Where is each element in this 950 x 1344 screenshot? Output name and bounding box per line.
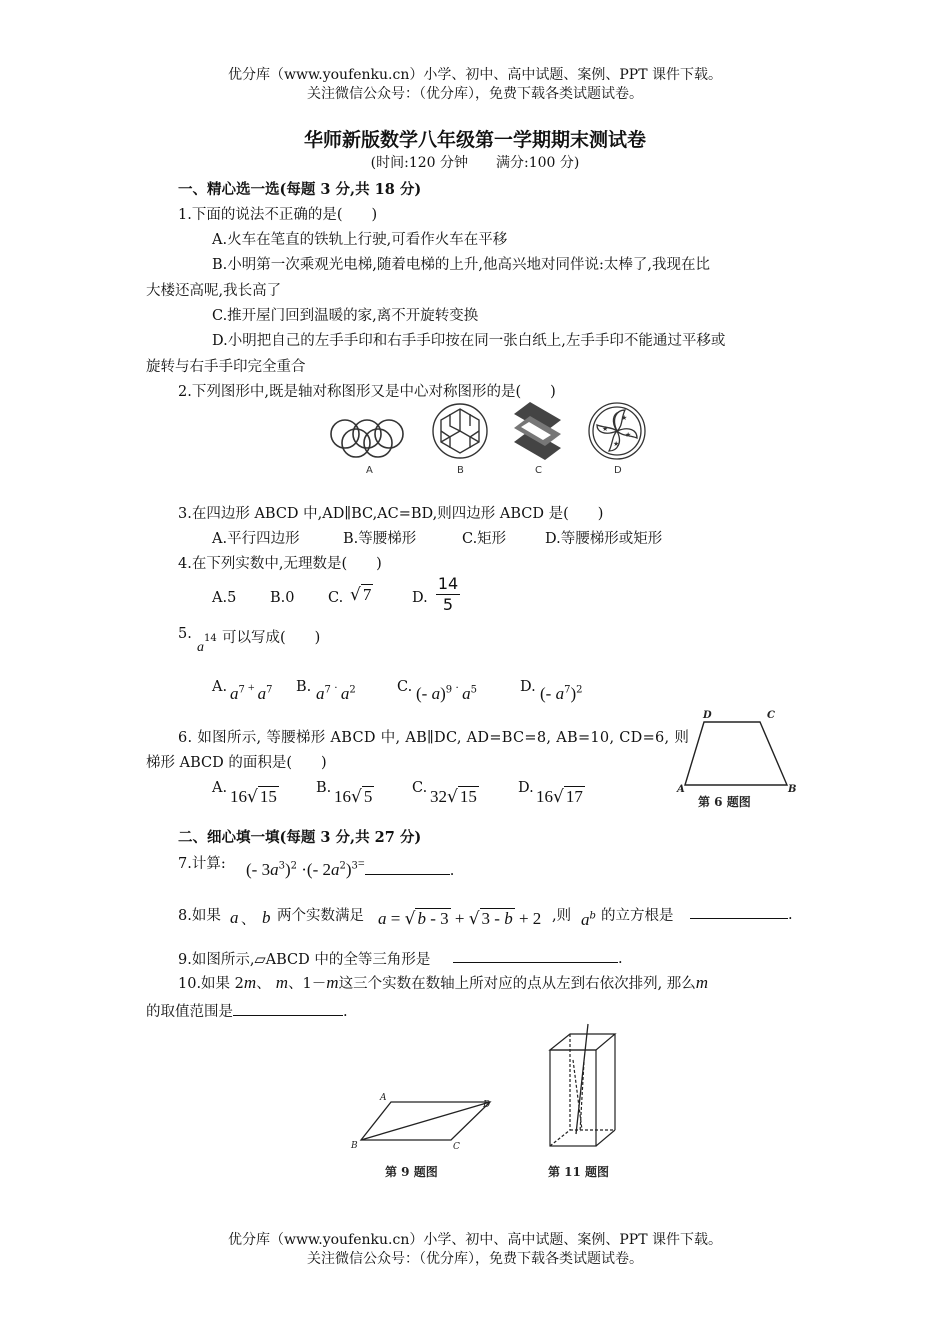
- exam-title: 华师新版数学八年级第一学期期末测试卷: [303, 129, 646, 151]
- q6-line1: 6. 如图所示, 等腰梯形 ABCD 中, AB∥DC, AD=BC=8, AB=10, CD=6, 则: [178, 730, 690, 746]
- q5-expr: [197, 632, 217, 656]
- q8-text-1: 8.如果: [178, 908, 221, 924]
- svg-text:★: ★: [625, 431, 632, 439]
- q7-stem: 7.计算:: [178, 856, 226, 872]
- q4-stem: 4.在下列实数中,无理数是( ): [178, 556, 382, 572]
- sqrt-sign: √: [350, 585, 361, 605]
- q4-option-a: A.5: [212, 590, 237, 606]
- section-2-heading: 二、细心填一填(每题 3 分,共 27 分): [178, 829, 422, 846]
- figure-11: [540, 1022, 630, 1182]
- q8-comma: 、: [241, 912, 256, 928]
- q2-stem: 2.下列图形中,既是轴对称图形又是中心对称图形的是( ): [178, 384, 556, 400]
- fig11-box: [550, 1024, 615, 1146]
- q2-figure-d-bauhinia-icon: [589, 403, 645, 459]
- q10-line1: 10.如果 2m、 m、1－m这三个实数在数轴上所对应的点从左到右依次排列, 那么m: [178, 973, 709, 992]
- fig9-label-a: A: [380, 1093, 387, 1103]
- q10-line2: 的取值范围是 .: [146, 1000, 348, 1021]
- q4-d-denominator: 5: [442, 595, 454, 614]
- q4-option-c-expr: [350, 584, 373, 605]
- q9-stem: 9.如图所示,▱ABCD 中的全等三角形是: [178, 952, 431, 968]
- q4-c-radicand: 7: [362, 585, 372, 604]
- fig9-label-d: D: [483, 1100, 491, 1110]
- q5-option-b-expr: $a^7$ · $a^2$: [316, 680, 356, 703]
- q8-text-2: 两个实数满足: [277, 908, 364, 924]
- q5-option-d-expr: (- $a^7)^2$: [540, 684, 583, 703]
- q6-line2: 梯形 ABCD 的面积是( ): [146, 755, 327, 771]
- q3-option-a: A.平行四边形: [212, 531, 300, 547]
- q8-power: $a^b$: [581, 910, 596, 929]
- q2-figure-b-star-icon: [433, 404, 487, 458]
- q1-option-c: C.推开屋门回到温暖的家,离不开旋转变换: [212, 308, 479, 324]
- q1-option-b-line1: B.小明第一次乘观光电梯,随着电梯的上升,他高兴地对同伴说:太棒了,我现在比: [212, 257, 710, 273]
- q3-stem: 3.在四边形 ABCD 中,AD∥BC,AC=BD,则四边形 ABCD 是( ): [178, 506, 604, 522]
- q6-option-a-label: A.: [212, 780, 228, 796]
- q4-option-d-label: D.: [412, 590, 428, 606]
- q6-label-a: A: [677, 784, 685, 795]
- q6-option-c-label: C.: [412, 780, 428, 796]
- q6-trapezoid: [685, 722, 787, 785]
- fig9-label-b: B: [351, 1141, 358, 1151]
- q5-base: a: [197, 640, 204, 655]
- q2-label-b: B: [457, 465, 464, 476]
- q6-figure: [676, 706, 806, 816]
- q5-option-d-label: D.: [520, 679, 536, 695]
- footer-line-1: 优分库（www.youfenku.cn）小学、初中、高中试题、案例、PPT 课件下载。: [227, 1232, 722, 1248]
- q5-option-a-label: A.: [212, 679, 228, 695]
- q8-answer-blank[interactable]: [690, 904, 788, 919]
- q6-caption: 第 6 题图: [698, 795, 751, 809]
- q2-figures: [325, 398, 645, 478]
- q5-text: 可以写成( ): [222, 630, 321, 646]
- figure-9: [345, 1085, 505, 1185]
- q8-var-a: a: [230, 908, 239, 927]
- q8-text-4: 的立方根是: [601, 908, 674, 924]
- q6-option-a-expr: 16√ 15: [230, 787, 277, 807]
- q2-label-d: D: [614, 465, 622, 476]
- svg-text:★: ★: [613, 440, 620, 448]
- q5-option-c-expr: (- a)$^9$ · $a^5$: [416, 680, 477, 703]
- q3-option-c: C.矩形: [462, 531, 507, 547]
- q1-option-d-line2: 旋转与右手手印完全重合: [146, 359, 306, 375]
- fig9-label-c: C: [453, 1142, 460, 1152]
- section-1-heading: 一、精心选一选(每题 3 分,共 18 分): [178, 181, 422, 198]
- q2-label-c: C: [535, 465, 542, 476]
- q8-text-3: ,则: [552, 908, 572, 924]
- q5-option-b-label: B.: [296, 679, 312, 695]
- q6-label-c: C: [767, 710, 775, 721]
- q2-label-a: A: [366, 465, 373, 476]
- fig11-caption: 第 11 题图: [548, 1165, 610, 1179]
- q8-var-b: b: [262, 908, 271, 927]
- q6-label-d: D: [703, 710, 712, 721]
- q6-option-c-expr: 32√ 15: [430, 787, 477, 807]
- q9-answer-blank[interactable]: [453, 948, 618, 963]
- q5-option-a-expr: $a^7$ + $a^7$: [230, 680, 273, 703]
- q4-option-b: B.0: [270, 590, 295, 606]
- q3-option-b: B.等腰梯形: [343, 531, 417, 547]
- q7-answer-blank[interactable]: [365, 860, 450, 875]
- q6-option-d-label: D.: [518, 780, 534, 796]
- q1-stem: 1.下面的说法不正确的是( ): [178, 207, 378, 223]
- q8-equation: a = √ b - 3 + √ 3 - b + 2: [378, 909, 542, 929]
- exam-subtitle: (时间:120 分钟 满分:100 分): [370, 155, 580, 171]
- q6-option-b-label: B.: [316, 780, 332, 796]
- q4-option-d-fraction: [436, 574, 460, 615]
- svg-text:★: ★: [602, 425, 609, 433]
- q5-number: 5.: [178, 626, 192, 642]
- header-line-1: 优分库（www.youfenku.cn）小学、初中、高中试题、案例、PPT 课件下载。: [227, 67, 722, 83]
- q4-option-c-label: C.: [328, 590, 344, 606]
- q10-answer-blank[interactable]: [233, 1001, 343, 1016]
- q2-figure-a-rings-icon: [331, 420, 403, 457]
- footer-line-2: 关注微信公众号：（优分库），免费下载各类试题试卷。: [307, 1251, 643, 1267]
- q2-figure-c-logo-icon: [514, 402, 561, 460]
- q6-label-b: B: [788, 784, 797, 795]
- q6-option-d-expr: 16√ 17: [536, 787, 583, 807]
- q1-option-b-line2: 大楼还高呢,我长高了: [146, 283, 282, 299]
- q9-answer: .: [453, 948, 623, 967]
- q3-option-d: D.等腰梯形或矩形: [545, 531, 663, 547]
- fig9-caption: 第 9 题图: [385, 1165, 438, 1179]
- q7-expr: (- $3a^3)^2$ ·(- $2a^2)^{3=}$ .: [246, 856, 455, 879]
- svg-text:★: ★: [621, 414, 628, 422]
- q5-option-c-label: C.: [397, 679, 413, 695]
- q5-exp: 14: [204, 632, 217, 644]
- q4-d-numerator: 14: [437, 574, 459, 593]
- q1-option-d-line1: D.小明把自己的左手手印和右手手印按在同一张白纸上,左手手印不能通过平移或: [212, 333, 726, 349]
- q8-answer: .: [690, 904, 793, 923]
- header-line-2: 关注微信公众号：（优分库），免费下载各类试题试卷。: [307, 86, 643, 102]
- q6-option-b-expr: 16√ 5: [334, 787, 373, 807]
- q1-option-a: A.火车在笔直的铁轨上行驶,可看作火车在平移: [212, 232, 508, 248]
